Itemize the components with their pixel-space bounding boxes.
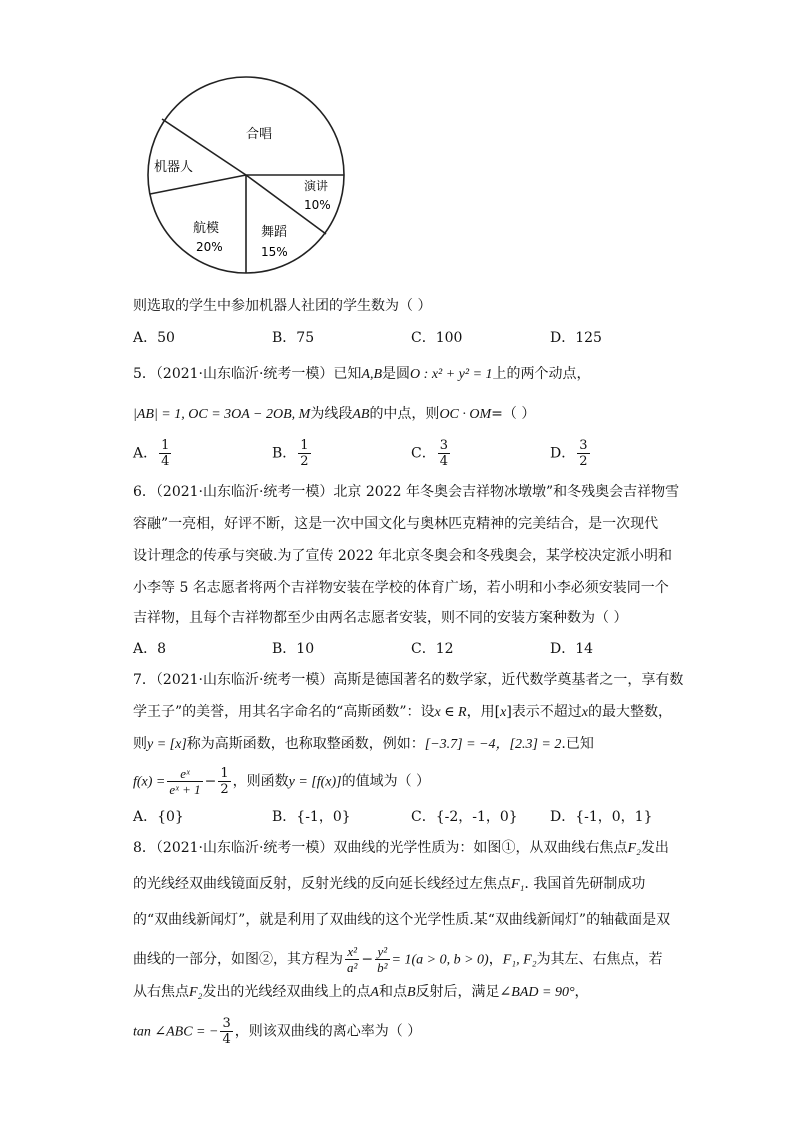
- q7-line-2: [133, 702, 672, 723]
- q4-option-a: A．50: [133, 330, 175, 346]
- q7-fraction-half: [218, 766, 230, 797]
- q5-option-a-letter: A．: [133, 445, 158, 462]
- q8-line2-a: 的光线经双曲线镜面反射，反射光线的反向延长线经过左焦点: [133, 876, 511, 892]
- pie-label-model: 航模: [193, 221, 220, 236]
- q8-fraction-tan: [220, 1016, 232, 1047]
- q4-option-b: B．75: [272, 330, 315, 346]
- q4-option-c: C．100: [411, 330, 463, 346]
- q8-line4-d: ，: [488, 951, 503, 968]
- q5-option-d-num: 3: [579, 438, 588, 453]
- q7-fraction-exp: [167, 766, 202, 797]
- pie-label-dance-pct: 15%: [261, 245, 288, 259]
- pie-label-robot: 机器人: [154, 160, 194, 175]
- q8-fraction-x-den: a²: [347, 960, 358, 975]
- q5-option-b-num: 1: [300, 438, 309, 453]
- q8-line-5: [133, 982, 589, 1003]
- q6-line-5: 吉祥物，且每个吉祥物都至少由两名志愿者安装，则不同的安装方案种数为（ ）: [133, 610, 628, 626]
- q5-line1-d: O : x² + y² = 1: [410, 367, 493, 382]
- q8-line5-c: 发出的光线经双曲线上的点: [202, 984, 371, 1000]
- q7-line2-a: 学王子”的美誉，用其名字命名的“高斯函数”：设: [133, 704, 435, 720]
- q5-option-c-den: 4: [439, 454, 448, 469]
- pie-label-speech: 演讲: [304, 179, 329, 193]
- q7-line-1: 7．（2021·山东临沂·统考一模）高斯是德国著名的数学家，近代数学奠基者之一，享有数: [133, 672, 684, 688]
- q5-line2-f: =（ ）: [491, 406, 536, 422]
- q8-line5-f: B: [406, 985, 416, 1000]
- q7-line4-c: ，则函数: [232, 773, 289, 790]
- q5-line2-b: 为线段: [310, 406, 353, 422]
- q6-option-b: B．10: [272, 641, 315, 657]
- q7-option-c: C．{-2，-1，0}: [411, 809, 518, 825]
- q8-line5-d: A: [370, 985, 379, 1000]
- q5-line1-b: A,B: [361, 367, 383, 382]
- pie-label-model-pct: 20%: [196, 240, 223, 254]
- q5-option-d-letter: D．: [550, 445, 576, 462]
- pie-label-speech-pct: 10%: [304, 198, 331, 212]
- q5-option-d-den: 2: [579, 454, 588, 469]
- pie-label-chorus: 合唱: [246, 127, 273, 142]
- q8-fraction-y: [375, 944, 389, 975]
- q7-line2-d: x: [500, 705, 507, 720]
- q8-fraction-y-den: b²: [377, 960, 388, 975]
- q7-line3-d: [−3.7] = −4，[2.3] = 2: [424, 737, 562, 752]
- q8-line-4: [133, 944, 663, 975]
- q7-line3-c: 称为高斯函数，也称取整函数，例如：: [186, 736, 425, 752]
- q7-line-4: [133, 766, 430, 797]
- q7-option-b: B．{-1，0}: [272, 809, 351, 825]
- q8-line4-minus: −: [361, 951, 374, 968]
- q5-line1-c: 是圆: [382, 366, 411, 382]
- q5-line2-d: 的中点，则: [369, 406, 440, 422]
- q8-line6-a: tan ∠ABC = −: [133, 1024, 219, 1040]
- q5-option-c-fraction: [438, 438, 450, 469]
- q8-fraction-y-num: y²: [375, 944, 389, 960]
- pie-label-dance: 舞蹈: [261, 225, 288, 240]
- q8-line5-a: 从右焦点: [133, 984, 189, 1000]
- q5-line2-c: AB: [352, 407, 370, 422]
- q8-line4-b: ，其方程为: [273, 951, 343, 968]
- q8-line5-i: ，: [574, 984, 589, 1000]
- q8-fraction-x-num: x²: [345, 944, 359, 960]
- q6-line-2: 容融”一亮相，好评不断，这是一次中国文化与奥林匹克精神的完美结合，是一次现代: [133, 516, 659, 532]
- q5-option-d: [550, 438, 592, 469]
- q7-line3-e: .已知: [561, 736, 594, 752]
- q7-line-3: [133, 734, 594, 755]
- q8-fraction-tan-num: 3: [222, 1016, 231, 1031]
- q6-line-1: 6．（2021·山东临沂·统考一模）北京 2022 年冬奥会吉祥物冰墩墩”和冬残奥会吉祥物雪: [133, 484, 680, 500]
- q8-line5-g: 反射后，满足: [415, 984, 500, 1000]
- q8-line-3: 的“双曲线新闻灯”，就是利用了双曲线的这个光学性质.某“双曲线新闻灯”的轴截面是双: [133, 912, 671, 928]
- q8-line-2: [133, 874, 645, 895]
- q7-line4-e: 的值域为（ ）: [341, 773, 431, 790]
- q7-line3-b: y = [x]: [147, 737, 187, 752]
- q7-option-a: A．{0}: [133, 809, 184, 825]
- q5-option-a-den: 4: [161, 454, 170, 469]
- q7-line2-b: x ∈ R: [434, 705, 467, 720]
- q8-line4-f: 为其左、右焦点，若: [536, 951, 663, 968]
- q5-line2: [133, 404, 535, 425]
- q8-line-1: [133, 838, 669, 859]
- q7-line3-a: 则: [133, 736, 147, 752]
- q8-line4-e: F₁, F₂: [502, 952, 537, 968]
- q5-line1: [133, 364, 591, 385]
- q8-figure-1-ref: ①: [501, 840, 516, 856]
- q6-option-c: C．12: [411, 641, 454, 657]
- q7-line2-e: ]表示不超过: [506, 704, 582, 720]
- q8-line6-b: ，则该双曲线的离心率为（ ）: [234, 1023, 422, 1040]
- q7-line4-b: −: [204, 773, 217, 790]
- q5-option-a-fraction: [159, 438, 171, 469]
- q8-line4-c: = 1(a > 0, b > 0): [391, 952, 489, 968]
- q6-option-d: D．14: [550, 641, 594, 657]
- q5-option-a: [133, 438, 173, 469]
- q8-line2-c: . 我国首先研制成功: [524, 876, 646, 892]
- q8-line-6: [133, 1016, 421, 1047]
- q7-fraction-exp-num: eˣ: [167, 766, 202, 782]
- q5-option-b-letter: B．: [272, 445, 297, 462]
- q4-stem: 则选取的学生中参加机器人社团的学生数为（ ）: [133, 298, 432, 314]
- q8-fraction-x: [345, 944, 359, 975]
- q5-option-b-den: 2: [300, 454, 309, 469]
- q8-line2-b: F₁: [511, 877, 525, 892]
- q7-fraction-half-den: 2: [220, 782, 229, 797]
- pie-chart: [140, 76, 360, 282]
- pie-divider-robot-bottom: [150, 175, 246, 194]
- q5-option-b: [272, 438, 313, 469]
- q5-line1-a: 5．（2021·山东临沂·统考一模）已知: [133, 366, 362, 382]
- q5-option-c-num: 3: [439, 438, 448, 453]
- q6-line-3: 设计理念的传承与突破.为了宣传 2022 年北京冬奥会和冬残奥会，某学校决定派小明和: [133, 548, 672, 564]
- q8-line5-e: 和点: [378, 984, 407, 1000]
- q5-option-b-fraction: [298, 438, 310, 469]
- q7-line4-d: y = [f(x)]: [288, 774, 342, 790]
- q6-option-a: A．8: [133, 641, 167, 657]
- q8-line5-h: ∠BAD = 90°: [499, 985, 575, 1000]
- q8-line1-a: 8．（2021·山东临沂·统考一模）双曲线的光学性质为：如图: [133, 840, 502, 856]
- q5-option-a-num: 1: [161, 438, 170, 453]
- q7-line2-f: x: [581, 705, 588, 720]
- q7-line4-a: f(x) =: [133, 774, 166, 790]
- q8-line4-a: 曲线的一部分，如图: [133, 951, 259, 968]
- q5-option-c-letter: C．: [411, 445, 436, 462]
- q8-line1-b: ，从双曲线右焦点: [515, 840, 628, 856]
- q7-option-d: D．{-1，0，1}: [550, 809, 653, 825]
- q8-line5-b: F₂: [189, 985, 203, 1000]
- q7-line2-g: 的最大整数，: [588, 704, 672, 720]
- q4-option-d: D．125: [550, 330, 602, 346]
- q7-line2-c: ，用[: [466, 704, 501, 720]
- q8-line1-c: F₂: [627, 841, 641, 856]
- q6-line-4: 小李等 5 名志愿者将两个吉祥物安装在学校的体育广场，若小明和小李必须安装同一个: [133, 580, 669, 596]
- q8-line1-d: 发出: [640, 840, 669, 856]
- q8-fraction-tan-den: 4: [222, 1032, 231, 1047]
- q5-line2-e: OC · OM: [439, 407, 492, 422]
- q5-option-c: [411, 438, 452, 469]
- q8-figure-2-ref: ②: [259, 951, 273, 968]
- q5-line2-a: |AB| = 1, OC = 3OA − 2OB, M: [133, 407, 311, 422]
- q7-fraction-half-num: 1: [220, 766, 229, 781]
- q5-option-d-fraction: [577, 438, 589, 469]
- q5-line1-e: 上的两个动点，: [492, 366, 591, 382]
- q7-fraction-exp-den: eˣ + 1: [169, 782, 201, 797]
